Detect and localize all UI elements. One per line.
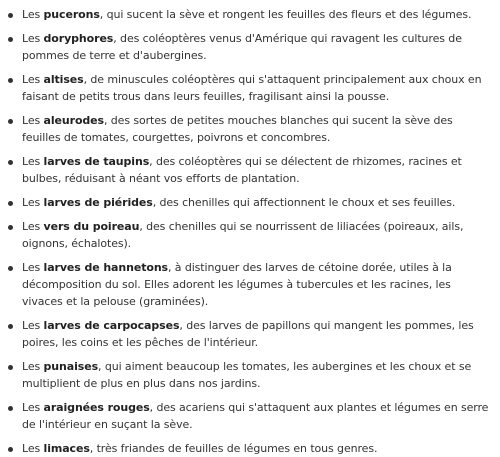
pest-name: punaises (43, 360, 99, 373)
list-item (22, 218, 492, 252)
pest-description: , de minuscules coléoptères qui s'attaquent principalement aux choux en faisant de petits trous dans leurs feuilles, fragilisant ainsi la pousse. (22, 73, 482, 103)
pest-name: doryphores (43, 32, 114, 45)
pest-description: , à distinguer des larves de cétoine dorée, utiles à la décomposition du sol. Elles adorent les légumes à tubercules et les racines, les vivaces et la pelouse (graminées). (22, 261, 452, 308)
list-item (22, 6, 492, 23)
pest-description: , très friandes de feuilles de légumes en tous genres. (89, 442, 378, 455)
list-item (22, 112, 492, 146)
bullet-icon (8, 37, 13, 42)
pest-name: larves de hannetons (43, 261, 168, 274)
pest-name: vers du poireau (43, 220, 140, 233)
pest-name: aleurodes (43, 114, 104, 127)
item-prefix: Les (22, 196, 44, 209)
pest-name: araignées rouges (43, 401, 150, 414)
item-prefix: Les (22, 114, 44, 127)
pest-description: , qui aiment beaucoup les tomates, les aubergines et les choux et se multiplient de plus en plus dans nos jardins. (22, 360, 472, 390)
bullet-icon (8, 13, 13, 18)
list-item (22, 440, 492, 457)
pest-name: limaces (43, 442, 90, 455)
list-item (22, 30, 492, 64)
pest-description: , des chenilles qui se nourrissent de liliacées (poireaux, ails, oignons, échalotes). (22, 220, 464, 250)
pest-name: pucerons (43, 8, 100, 21)
pest-description: , des chenilles qui affectionnent le choux et ses feuilles. (152, 196, 456, 209)
item-prefix: Les (22, 220, 44, 233)
bullet-icon (8, 160, 13, 165)
item-prefix: Les (22, 155, 44, 168)
bullet-icon (8, 365, 13, 370)
bullet-icon (8, 119, 13, 124)
bullet-icon (8, 324, 13, 329)
list-item (22, 259, 492, 310)
pest-name: altises (43, 73, 84, 86)
item-prefix: Les (22, 360, 44, 373)
list-item (22, 399, 492, 433)
item-prefix: Les (22, 73, 44, 86)
pest-description: , des coléoptères qui se délectent de rhizomes, racines et bulbes, réduisant à néant vos efforts de plantation. (22, 155, 462, 185)
list-item (22, 153, 492, 187)
pest-description: , des acariens qui s'attaquent aux plantes et légumes en serre de l'intérieur en suçant la sève. (22, 401, 489, 431)
bullet-icon (8, 406, 13, 411)
bullet-icon (8, 78, 13, 83)
list-item (22, 358, 492, 392)
list-item (22, 194, 492, 211)
bullet-icon (8, 225, 13, 230)
pest-description: , des larves de papillons qui mangent les pommes, les poires, les coins et les pêches de l'intérieur. (22, 319, 474, 349)
pest-name: larves de taupins (43, 155, 150, 168)
item-prefix: Les (22, 319, 44, 332)
bullet-icon (8, 201, 13, 206)
bullet-icon (8, 266, 13, 271)
pest-name: larves de piérides (43, 196, 153, 209)
item-prefix: Les (22, 261, 44, 274)
pest-description: , des sortes de petites mouches blanches qui sucent la sève des feuilles de tomates, courgettes, poivrons et concombres. (22, 114, 453, 144)
item-prefix: Les (22, 8, 44, 21)
list-item (22, 317, 492, 351)
bullet-icon (8, 447, 13, 452)
item-prefix: Les (22, 32, 44, 45)
list-item (22, 71, 492, 105)
item-prefix: Les (22, 401, 44, 414)
pest-description: , des coléoptères venus d'Amérique qui ravagent les cultures de pommes de terre et d'aubergines. (22, 32, 462, 62)
pest-description: , qui sucent la sève et rongent les feuilles des fleurs et des légumes. (99, 8, 472, 21)
pest-name: larves de carpocapses (43, 319, 180, 332)
item-prefix: Les (22, 442, 44, 455)
